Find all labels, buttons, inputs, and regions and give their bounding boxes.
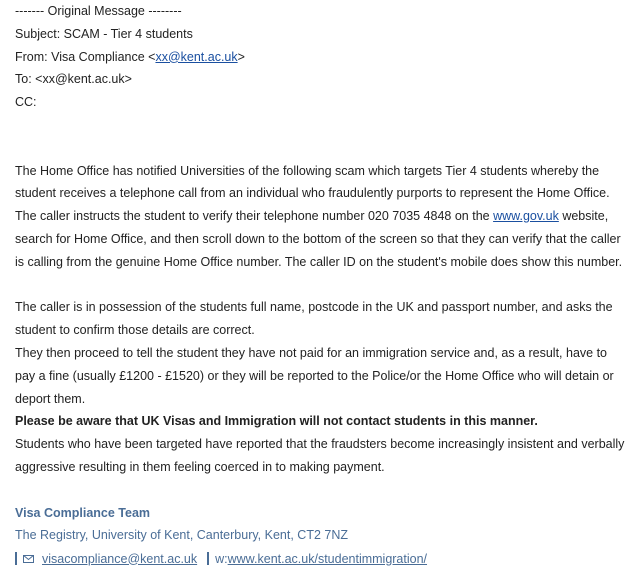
signature-web-link[interactable]: www.kent.ac.uk/studentimmigration/ bbox=[227, 551, 428, 566]
spacer bbox=[15, 114, 630, 137]
email-icon bbox=[23, 555, 34, 563]
signature-contact bbox=[15, 547, 630, 570]
web-prefix: w: bbox=[215, 551, 228, 566]
paragraph-targeted: Students who have been targeted have reported that the fraudsters become increasingly insistent and verbally aggressive resulting in them feeling coerced in to making payment. bbox=[15, 437, 625, 474]
to-line: To: <xx@kent.ac.uk> bbox=[15, 72, 132, 87]
original-message-divider: ------- Original Message -------- bbox=[15, 4, 182, 18]
subject-line: Subject: SCAM - Tier 4 students bbox=[15, 26, 193, 41]
cc-line: CC: bbox=[15, 95, 37, 110]
divider-bar bbox=[207, 552, 209, 565]
from-suffix: > bbox=[237, 49, 245, 64]
paragraph-warning: Please be aware that UK Visas and Immigration will not contact students in this manner. bbox=[15, 414, 538, 429]
spacer bbox=[15, 274, 630, 297]
paragraph-scam-description bbox=[15, 137, 630, 274]
divider-bar bbox=[15, 552, 17, 565]
paragraph-caller-info: The caller is in possession of the students full name, postcode in the UK and passport number, and asks the student to confirm those details are correct. bbox=[15, 300, 613, 338]
from-prefix: From: Visa Compliance < bbox=[15, 49, 156, 64]
email-message bbox=[15, 0, 630, 570]
from-line bbox=[15, 46, 630, 69]
from-email-link[interactable]: xx@kent.ac.uk bbox=[155, 49, 238, 64]
signature-email-link[interactable]: visacompliance@kent.ac.uk bbox=[42, 551, 198, 566]
signature-address: The Registry, University of Kent, Canterbury, Kent, CT2 7NZ bbox=[15, 528, 348, 543]
paragraph-text: website, search for Home Office, and then scroll down to the bottom of the screen so that they can verify that the caller is calling from the genuine Home Office number. The caller ID on the student's mobile does show this number. bbox=[15, 209, 623, 269]
spacer bbox=[15, 479, 630, 502]
paragraph-text: The Home Office has notified Universities of the following scam which targets Tier 4 students whereby the student receives a telephone call from an individual who fraudulently purports to represent the Home Office. The caller instructs the student to verify their telephone number 020 7035 4848 on the bbox=[15, 163, 610, 224]
paragraph-fine: They then proceed to tell the student they have not paid for an immigration service and, as a result, have to pay a fine (usually £1200 - £1520) or they will be reported to the Police/or the Home Office who will detain or deport them. bbox=[15, 345, 614, 406]
signature-team-name: Visa Compliance Team bbox=[15, 505, 151, 520]
gov-uk-link[interactable]: www.gov.uk bbox=[493, 209, 559, 224]
